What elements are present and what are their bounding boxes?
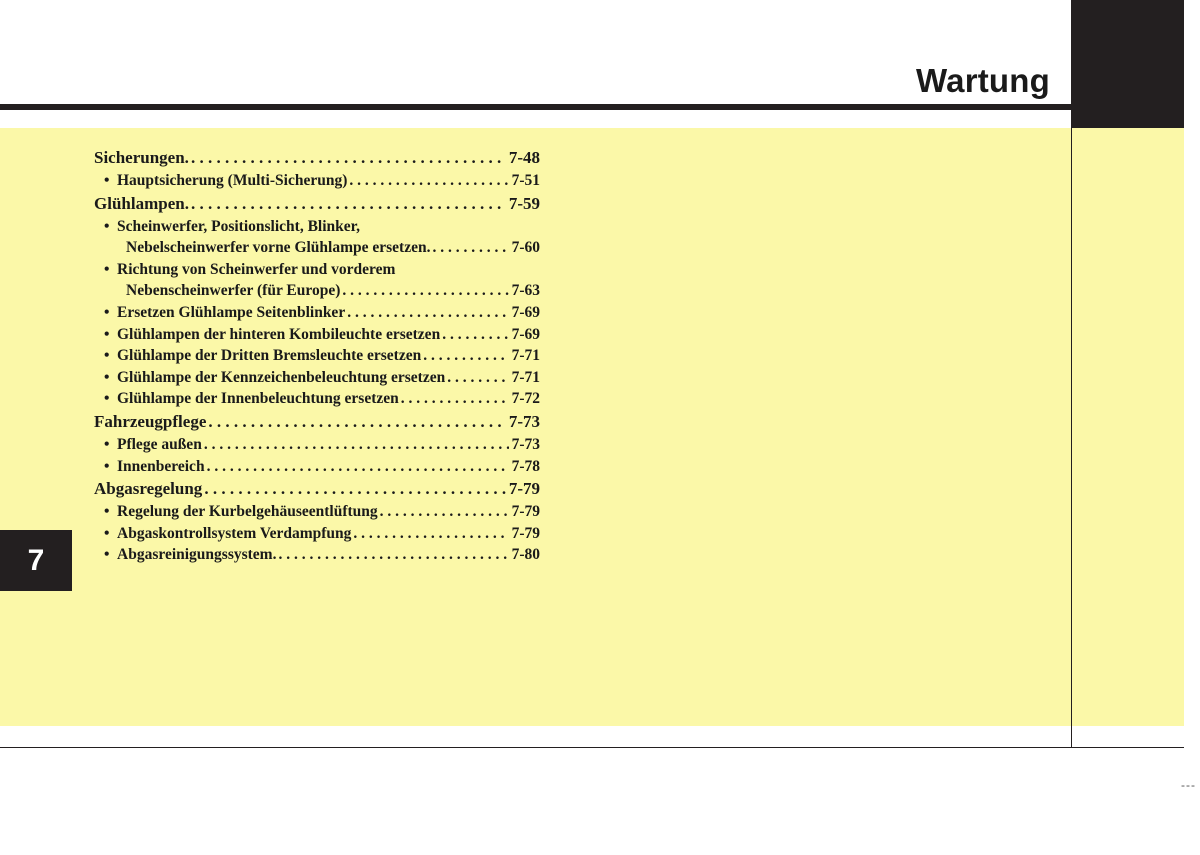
- dot-leader: [340, 280, 508, 302]
- header-rule: [0, 104, 1071, 110]
- toc-entry-scheinwerfer[interactable]: [94, 216, 540, 238]
- toc-label: Glühlampen.: [94, 193, 189, 213]
- dot-leader: [276, 544, 508, 566]
- dot-leader: [202, 477, 506, 501]
- toc-page: 7-71: [511, 347, 540, 365]
- toc-entry-abgasregelung[interactable]: [94, 477, 540, 501]
- toc-entry-abgasreinigung[interactable]: [94, 544, 540, 566]
- toc-label: Innenbereich: [117, 457, 205, 475]
- toc-entry-hauptsicherung[interactable]: [94, 170, 540, 192]
- toc-label: Glühlampe der Kennzeichenbeleuchtung ersetzen: [117, 368, 446, 386]
- dot-leader: [351, 523, 508, 545]
- dot-leader: [189, 146, 506, 170]
- dot-leader: [345, 302, 508, 324]
- section-title: Wartung: [916, 62, 1050, 99]
- toc-page: 7-48: [508, 148, 540, 167]
- toc-label: Hauptsicherung (Multi-Sicherung): [117, 172, 348, 189]
- toc-page: 7-78: [511, 457, 540, 475]
- toc-entry-kennzeichenbeleuchtung[interactable]: [94, 367, 540, 389]
- table-of-contents: [94, 146, 540, 566]
- dot-leader: [205, 456, 509, 478]
- dot-leader: [421, 345, 508, 367]
- bullet-icon: •: [104, 347, 110, 365]
- toc-label: Glühlampe der Innenbeleuchtung ersetzen: [117, 390, 399, 408]
- toc-label: Scheinwerfer, Positionslicht, Blinker,: [117, 217, 360, 235]
- toc-label: Abgasreinigungssystem.: [117, 546, 277, 564]
- header-black-tab: [1071, 0, 1184, 128]
- dot-leader: [399, 388, 509, 410]
- toc-page: 7-69: [511, 325, 540, 343]
- toc-entry-innenbeleuchtung[interactable]: [94, 388, 540, 410]
- bullet-icon: •: [104, 303, 110, 321]
- bullet-icon: •: [104, 546, 110, 564]
- toc-page: 7-63: [511, 282, 540, 300]
- bullet-icon: •: [104, 260, 110, 278]
- bullet-icon: •: [104, 524, 110, 542]
- bullet-icon: •: [104, 457, 110, 475]
- dot-leader: [430, 237, 508, 259]
- footer-rule: [0, 747, 1184, 748]
- dot-leader: [378, 501, 509, 523]
- toc-page: 7-51: [511, 172, 540, 189]
- toc-label: Glühlampen der hinteren Kombileuchte ersetzen: [117, 325, 441, 343]
- toc-page: 7-60: [511, 239, 540, 257]
- toc-label: Ersetzen Glühlampe Seitenblinker: [117, 303, 346, 321]
- toc-entry-innenbereich[interactable]: [94, 456, 540, 478]
- toc-label: Richtung von Scheinwerfer und vorderem: [117, 260, 396, 278]
- toc-label: Nebelscheinwerfer vorne Glühlampe ersetzen.: [126, 239, 431, 257]
- toc-entry-nebenscheinwerfer[interactable]: [94, 280, 540, 302]
- toc-page: 7-73: [511, 435, 540, 453]
- toc-page: 7-79: [511, 524, 540, 542]
- toc-label: Fahrzeugpflege: [94, 411, 207, 431]
- dot-leader: [189, 192, 506, 216]
- toc-entry-verdampfung[interactable]: [94, 523, 540, 545]
- toc-page: 7-73: [508, 411, 540, 431]
- toc-entry-fahrzeugpflege[interactable]: [94, 410, 540, 434]
- toc-label: Regelung der Kurbelgehäuseentlüftung: [117, 503, 378, 521]
- toc-page: 7-72: [511, 390, 540, 408]
- margin-divider: [1071, 128, 1072, 748]
- bullet-icon: •: [104, 325, 110, 343]
- toc-page: 7-79: [511, 503, 540, 521]
- toc-entry-pflege-aussen[interactable]: [94, 434, 540, 456]
- toc-label: Sicherungen.: [94, 148, 189, 167]
- toc-label: Nebenscheinwerfer (für Europe): [126, 282, 341, 300]
- toc-page: 7-59: [508, 193, 540, 213]
- dot-leader: [445, 367, 508, 389]
- toc-label: Glühlampe der Dritten Bremsleuchte ersetzen: [117, 347, 422, 365]
- bullet-icon: •: [104, 368, 110, 386]
- toc-page: 7-69: [511, 303, 540, 321]
- toc-entry-seitenblinker[interactable]: [94, 302, 540, 324]
- toc-entry-sicherungen[interactable]: [94, 146, 540, 170]
- toc-page: 7-80: [511, 546, 540, 564]
- dot-leader: [202, 434, 509, 456]
- toc-label: Abgasregelung: [94, 479, 203, 499]
- bullet-icon: •: [104, 435, 110, 453]
- toc-entry-bremsleuchte[interactable]: [94, 345, 540, 367]
- dot-leader: [440, 324, 508, 346]
- bullet-icon: •: [104, 390, 110, 408]
- toc-entry-kurbelgehaeuse[interactable]: [94, 501, 540, 523]
- chapter-tab: 7: [0, 530, 72, 591]
- toc-page: 7-71: [511, 368, 540, 386]
- toc-label: Abgaskontrollsystem Verdampfung: [117, 524, 352, 542]
- toc-page: 7-79: [508, 479, 540, 499]
- bullet-icon: •: [104, 172, 110, 189]
- dot-leader: [206, 410, 505, 434]
- bullet-icon: •: [104, 217, 110, 235]
- toc-entry-gluehlampen[interactable]: [94, 192, 540, 216]
- toc-entry-nebelscheinwerfer[interactable]: [94, 237, 540, 259]
- bullet-icon: •: [104, 503, 110, 521]
- toc-label: Pflege außen: [117, 435, 202, 453]
- footer-marker: ---: [1181, 778, 1196, 792]
- toc-entry-richtung-scheinwerfer[interactable]: [94, 259, 540, 281]
- dot-leader: [347, 170, 508, 192]
- toc-entry-kombileuchte[interactable]: [94, 324, 540, 346]
